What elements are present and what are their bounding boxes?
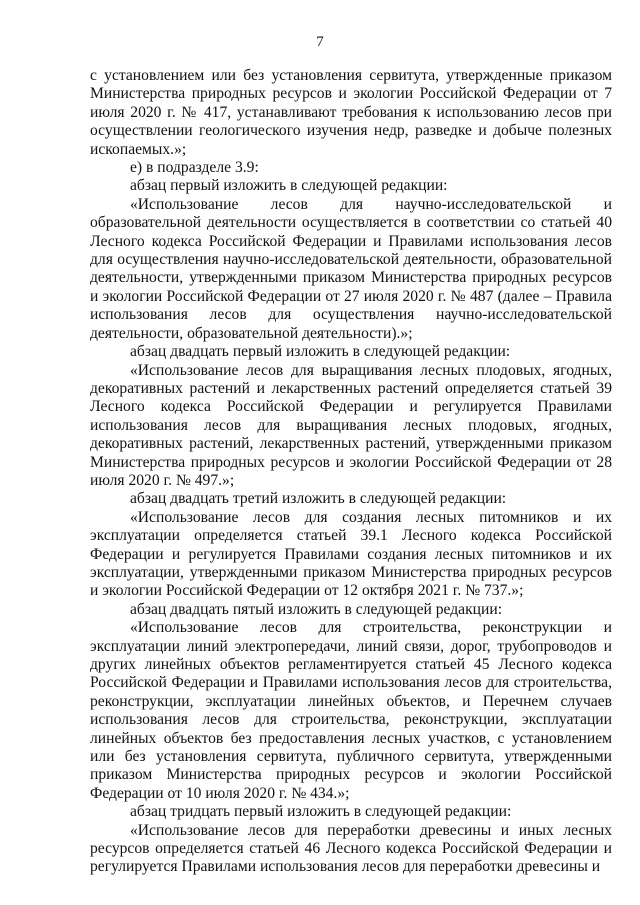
paragraph: «Использование лесов для строительства, реконструкции и эксплуатации линий электропередачи, линий связи, дорог, трубопроводов и других линейных объектов регламентируется статьей 45 Лесного кодекса Российской Федерации и Правилами использования лесов для строительства, реконструкции, эксплуатации линейных объектов, и Перечнем случаев использования лесов для строительства, реконструкции, эксплуатации линейных объектов без предоставления лесных участков, с установлением или без установления сервитута, публичного сервитута, утвержденными приказом Министерства природных ресурсов и экологии Российской Федерации от 10 июля 2020 г. № 434.»; (90, 619, 612, 802)
page-number: 7 (316, 34, 324, 50)
paragraph: абзац двадцать первый изложить в следующей редакции: (130, 343, 511, 361)
paragraph: абзац двадцать третий изложить в следующей редакции: (130, 490, 507, 508)
document-body (90, 67, 612, 877)
paragraph: абзац первый изложить в следующей редакции: (130, 177, 448, 195)
paragraph: «Использование лесов для создания лесных питомников и их эксплуатации определяется статьей 39.1 Лесного кодекса Российской Федерации и регулируется Правилами создания лесных питомников и их эксплуатации, утвержденными приказом Министерства природных ресурсов и экологии Российской Федерации от 12 октября 2021 г. № 737.»; (90, 508, 612, 600)
paragraph: е) в подразделе 3.9: (130, 159, 259, 177)
paragraph: «Использование лесов для выращивания лесных плодовых, ягодных, декоративных растений и лекарственных растений определяется статьей 39 Лесного кодекса Российской Федерации и регулируется Правилами использования лесов для выращивания лесных плодовых, ягодных, декоративных растений, лекарственных растений, утвержденными приказом Министерства природных ресурсов и экологии Российской Федерации от 28 июля 2020 г. № 497.»; (90, 361, 612, 489)
paragraph: «Использование лесов для переработки древесины и иных лесных ресурсов определяется статьей 46 Лесного кодекса Российской Федерации и регулируется Правилами использования лесов для переработки древесины и (90, 821, 612, 876)
paragraph: с установлением или без установления сервитута, утвержденные приказом Министерства природных ресурсов и экологии Российской Федерации от 7 июля 2020 г. № 417, устанавливают требования к использованию лесов при осуществлении геологического изучения недр, разведке и добыче полезных ископаемых.»; (90, 67, 612, 158)
paragraph: абзац тридцать первый изложить в следующей редакции: (130, 803, 512, 821)
paragraph: абзац двадцать пятый изложить в следующей редакции: (130, 600, 503, 618)
paragraph: «Использование лесов для научно-исследовательской и образовательной деятельности осуществляется в соответствии со статьей 40 Лесного кодекса Российской Федерации и Правилами использования лесов для осуществления научно-исследовательской деятельности, образовательной деятельности, утвержденными приказом Министерства природных ресурсов и экологии Российской Федерации от 27 июля 2020 г. № 487 (далее – Правила использования лесов для осуществления научно-исследовательской деятельности, образовательной деятельности).»; (90, 195, 612, 342)
